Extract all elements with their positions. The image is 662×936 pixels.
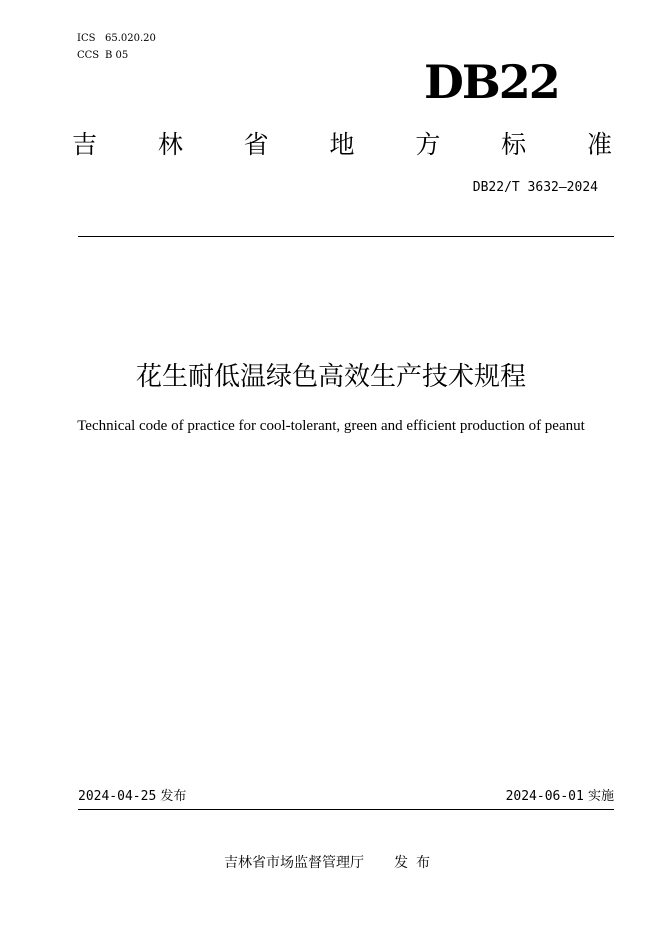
standard-number: DB22/T 3632—2024 bbox=[472, 180, 598, 195]
ics-value: 65.020.20 bbox=[105, 33, 156, 44]
standard-type-char: 准 bbox=[586, 130, 612, 159]
db22-logo: DB22 bbox=[424, 56, 559, 108]
standard-type-char: 方 bbox=[415, 130, 441, 159]
ccs-label: CCS bbox=[77, 50, 100, 61]
top-divider bbox=[78, 236, 614, 237]
ccs-value: B 05 bbox=[105, 50, 129, 61]
standard-type-char: 标 bbox=[501, 130, 527, 159]
document-title-english: Technical code of practice for cool-tolerant, green and efficient production of peanut bbox=[77, 418, 585, 434]
issue-date: 2024-04-25 bbox=[78, 789, 157, 804]
standard-type-char: 省 bbox=[243, 130, 269, 159]
implementation-date-line bbox=[506, 789, 614, 805]
standard-type-char: 地 bbox=[329, 130, 355, 159]
ics-label: ICS bbox=[77, 33, 96, 44]
bottom-divider bbox=[78, 809, 614, 810]
implementation-date: 2024-06-01 bbox=[505, 789, 584, 804]
publisher-line bbox=[0, 854, 662, 872]
publisher-name: 吉林省市场监督管理厅 bbox=[224, 855, 364, 871]
issue-date-line bbox=[78, 789, 186, 805]
standard-type-char: 林 bbox=[157, 130, 183, 159]
standard-type-heading bbox=[72, 128, 612, 162]
ccs-code bbox=[77, 49, 128, 62]
publisher-action: 发布 bbox=[394, 855, 438, 871]
document-title-chinese: 花生耐低温绿色高效生产技术规程 bbox=[135, 362, 526, 392]
implementation-label: 实施 bbox=[587, 789, 614, 804]
standard-type-char: 吉 bbox=[72, 130, 98, 159]
issue-label: 发布 bbox=[160, 789, 187, 804]
ics-code bbox=[77, 32, 156, 45]
